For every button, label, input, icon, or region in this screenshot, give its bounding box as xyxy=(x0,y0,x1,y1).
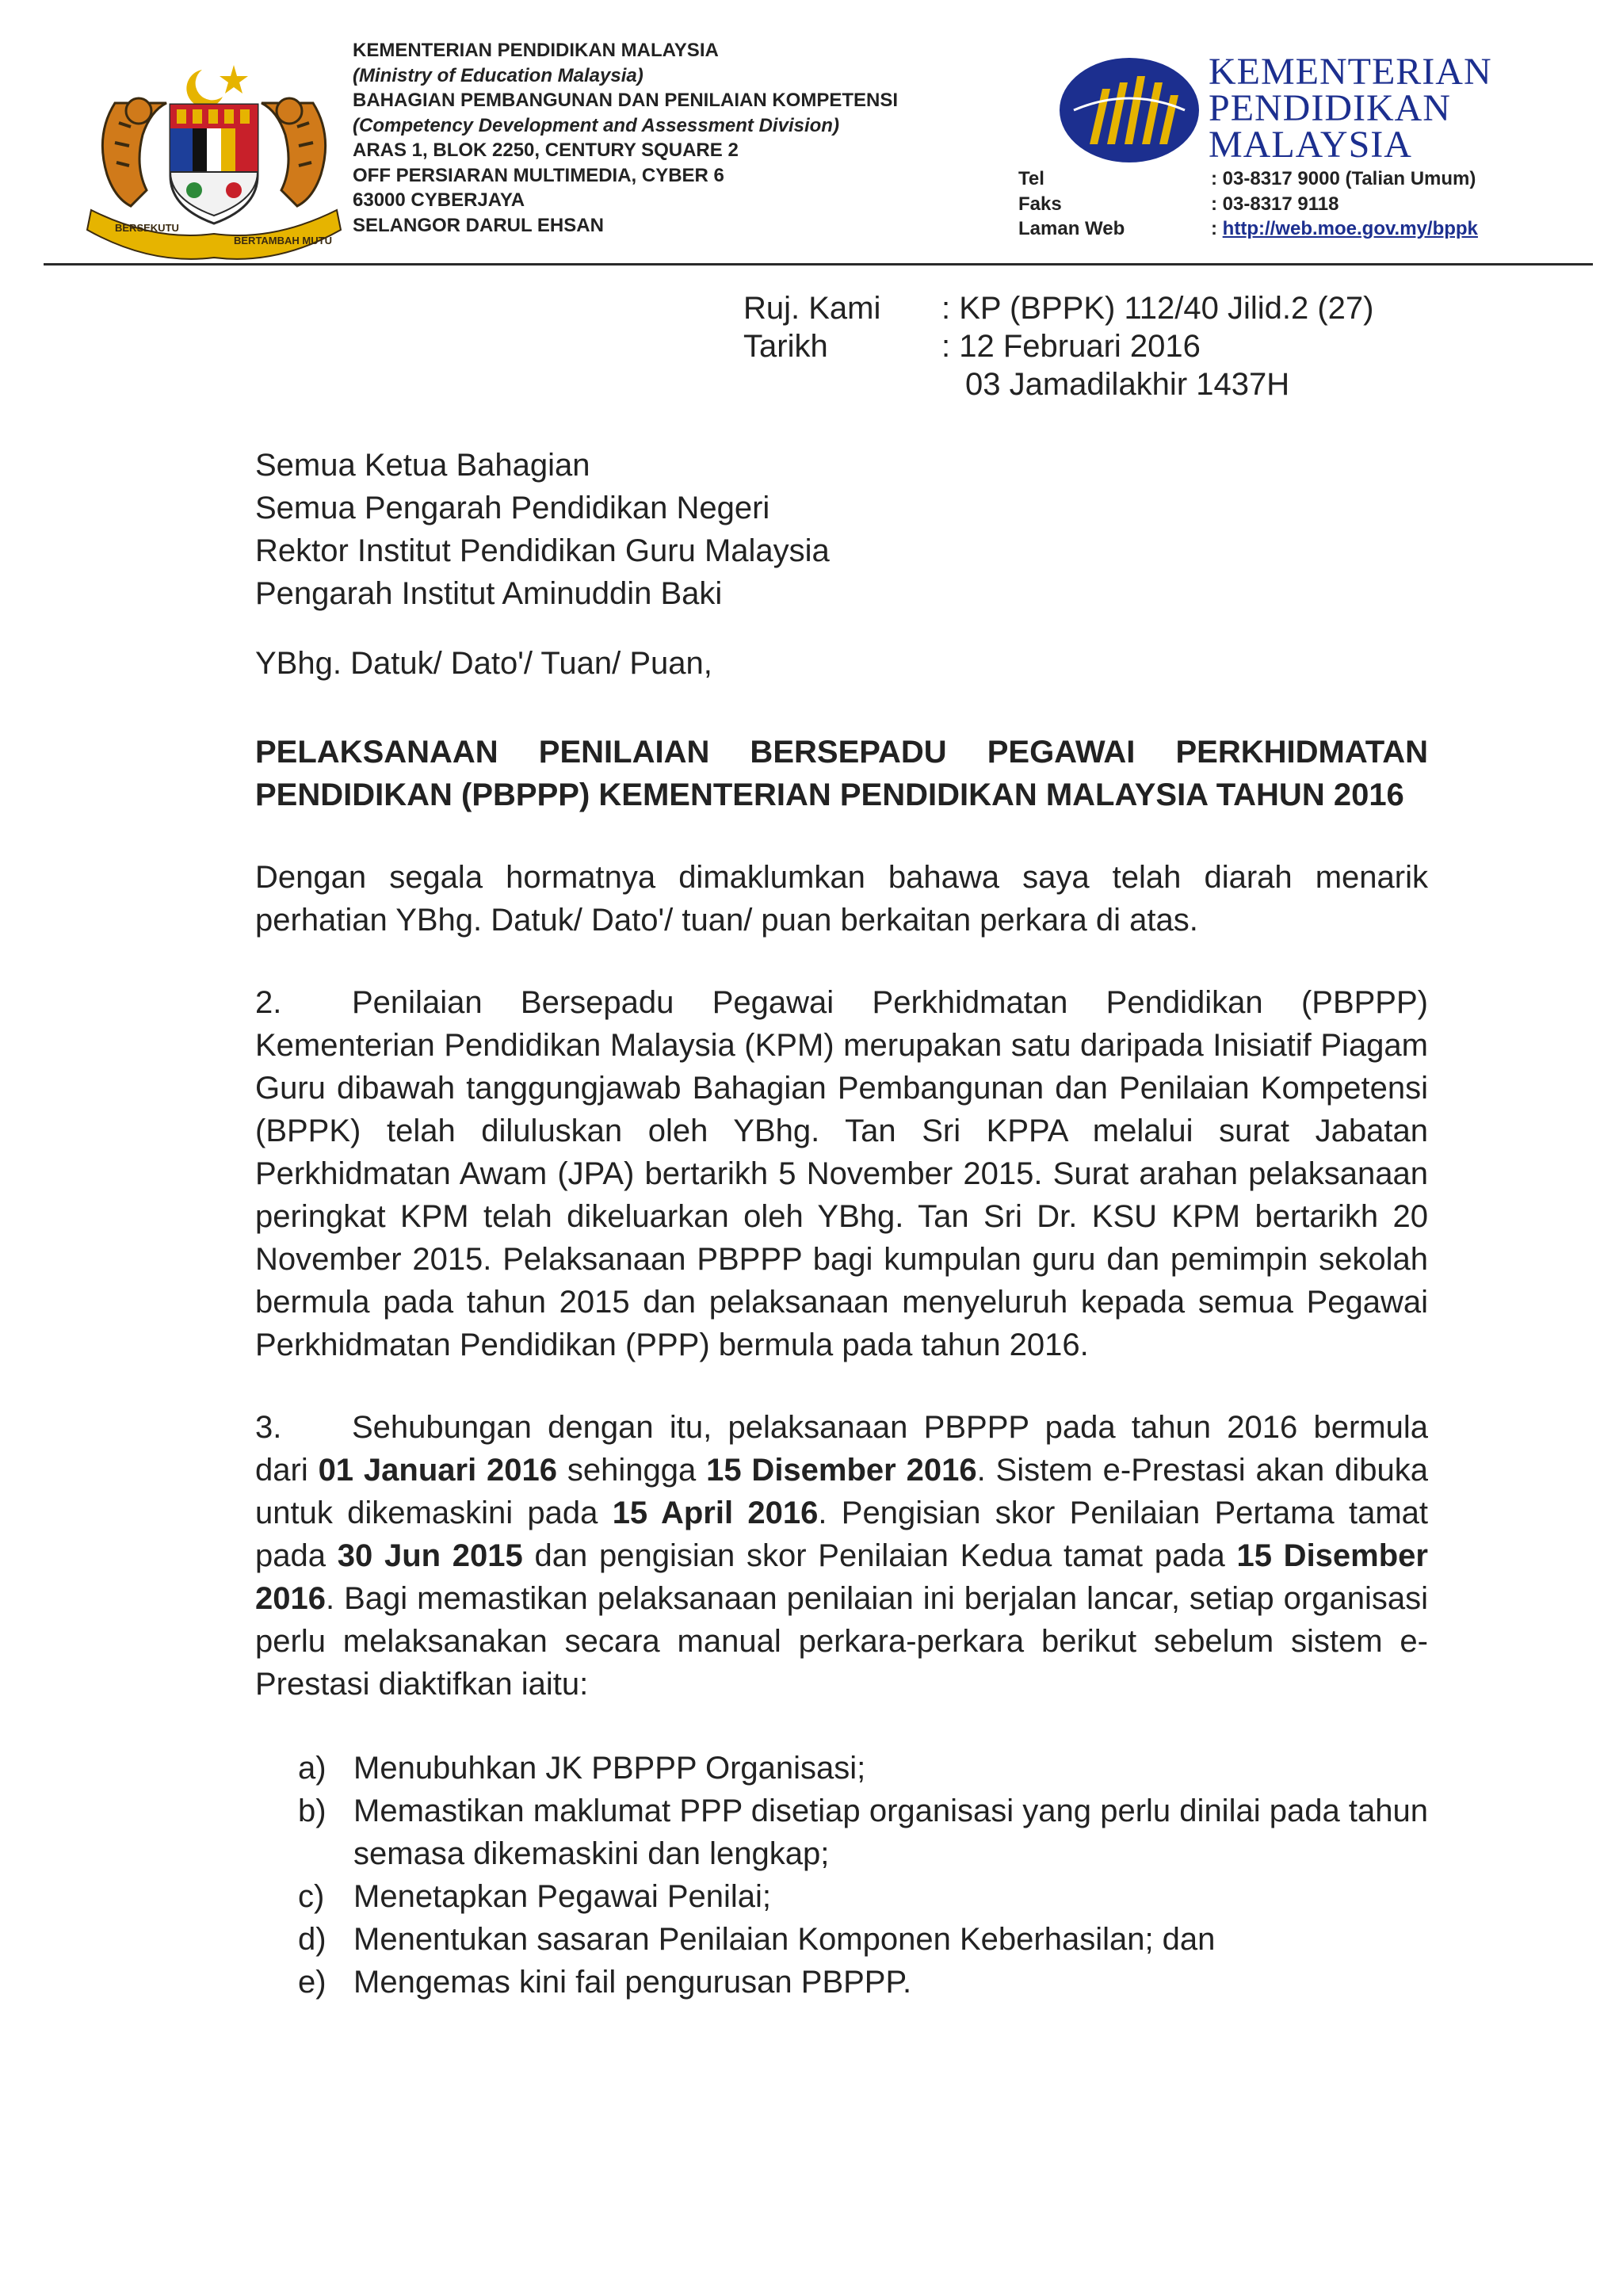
start-date: 01 Januari 2016 xyxy=(318,1453,558,1488)
list-text: Menetapkan Pegawai Penilai; xyxy=(353,1879,772,1914)
malaysia-coat-of-arms-icon xyxy=(83,55,345,262)
paragraph-3-text: dan pengisian skor Penilaian Kedua tamat pada xyxy=(522,1538,1237,1573)
list-marker: d) xyxy=(298,1922,327,1957)
list-text: Menentukan sasaran Penilaian Komponen Keberhasilan; dan xyxy=(353,1922,1216,1957)
list-marker: b) xyxy=(298,1794,327,1828)
reference-block xyxy=(743,289,1373,403)
address-line: SELANGOR DARUL EHSAN xyxy=(353,214,604,236)
list-item xyxy=(298,1747,1428,1790)
address-line: (Competency Development and Assessment Division) xyxy=(353,114,839,136)
contact-label: Laman Web xyxy=(1018,218,1125,239)
ministry-name-line: KEMENTERIAN xyxy=(1209,51,1492,93)
contact-value xyxy=(1211,216,1589,242)
paragraph-3-text: Sehubungan dengan itu, pelaksanaan PBPPP pada tahun 2016 bermula dari xyxy=(255,1410,1428,1488)
list-text: Mengemas kini fail pengurusan PBPPP. xyxy=(353,1965,912,2000)
contact-label: Tel xyxy=(1018,168,1044,189)
tarikh-value: : 12 Februari 2016 xyxy=(941,329,1201,364)
address-line: ARAS 1, BLOK 2250, CENTURY SQUARE 2 xyxy=(353,139,739,161)
contact-value: : 03-8317 9000 (Talian Umum) xyxy=(1211,168,1476,189)
ministry-name-line: MALAYSIA xyxy=(1209,124,1412,166)
contact-value: : 03-8317 9118 xyxy=(1211,193,1339,215)
recipient-line: Semua Ketua Bahagian xyxy=(255,448,590,483)
crest-motto-right: BERTAMBAH MUTU xyxy=(234,235,332,246)
ruj-value: : KP (BPPK) 112/40 Jilid.2 (27) xyxy=(941,291,1374,326)
letter-body xyxy=(255,444,1428,2004)
list-item xyxy=(298,1961,1428,2004)
list-text: Menubuhkan JK PBPPP Organisasi; xyxy=(353,1751,866,1786)
paragraph-1: Dengan segala hormatnya dimaklumkan bahawa saya telah diarah menarik perhatian YBhg. Datuk/ Dato'/ tuan/ puan berkaitan perkara di atas. xyxy=(255,860,1428,938)
recipient-line: Semua Pengarah Pendidikan Negeri xyxy=(255,491,770,525)
paragraph-2-text: Penilaian Bersepadu Pegawai Perkhidmatan Pendidikan (PBPPP) Kementerian Pendidikan Malaysia (KPM) merupakan satu daripada Inisiatif Piagam Guru dibawah tanggungjawab Bahagian Pembangunan dan Penilaian Kompetensi (BPPK) telah diluluskan oleh YBhg. Tan Sri KPPA melalui surat Jabatan Perkhidmatan Awam (JPA) bertarikh 5 November 2015. Surat arahan pelaksanaan peringkat KPM telah dikeluarkan oleh YBhg. Tan Sri Dr. KSU KPM bertarikh 20 November 2015. Pelaksanaan PBPPP bagi kumpulan guru dan pemimpin sekolah bermula pada tahun 2015 dan pelaksanaan menyeluruh kepada semua Pegawai Perkhidmatan Pendidikan (PPP) bermula pada tahun 2016. xyxy=(255,985,1428,1362)
crest-motto-left: BERSEKUTU xyxy=(115,222,179,234)
recipient-line: Pengarah Institut Aminuddin Baki xyxy=(255,576,723,611)
paragraph-3-text: . Sistem e-Prestasi akan dibuka untuk dikemaskini pada xyxy=(255,1453,1429,1530)
paragraph-3-number: 3. xyxy=(255,1410,282,1445)
list-item xyxy=(298,1875,1428,1918)
end-date: 15 Disember 2016 xyxy=(706,1453,977,1488)
tarikh-label: Tarikh xyxy=(743,329,828,364)
contact-details xyxy=(1018,166,1589,242)
hijri-date: 03 Jamadilakhir 1437H xyxy=(965,367,1290,402)
address-line: BAHAGIAN PEMBANGUNAN DAN PENILAIAN KOMPETENSI xyxy=(353,90,899,111)
address-line: 63000 CYBERJAYA xyxy=(353,189,525,211)
ministry-logo-icon xyxy=(1058,53,1201,168)
ministry-name-line: PENDIDIKAN xyxy=(1209,87,1451,129)
paragraph-3 xyxy=(255,1406,1428,1706)
address-line: (Ministry of Education Malaysia) xyxy=(353,64,643,86)
list-text: Memastikan maklumat PPP disetiap organisasi yang perlu dinilai pada tahun semasa dikemaskini dan lengkap; xyxy=(353,1794,1428,1871)
contact-row xyxy=(1018,166,1589,192)
salutation: YBhg. Datuk/ Dato'/ Tuan/ Puan, xyxy=(255,646,712,681)
contact-row xyxy=(1018,216,1589,242)
list-marker: e) xyxy=(298,1965,327,2000)
contact-label: Faks xyxy=(1018,193,1062,215)
letter-subject: PELAKSANAAN PENILAIAN BERSEPADU PEGAWAI PERKHIDMATAN PENDIDIKAN (PBPPP) KEMENTERIAN PENDIDIKAN MALAYSIA TAHUN 2016 xyxy=(255,735,1428,812)
paragraph-2-number: 2. xyxy=(255,985,282,1020)
ministry-name xyxy=(1209,51,1573,166)
paragraph-3-text: . Pengisian skor Penilaian Pertama tamat pada xyxy=(255,1496,1428,1573)
action-list xyxy=(255,1747,1428,2004)
paragraph-2 xyxy=(255,981,1428,1366)
website-link[interactable]: http://web.moe.gov.my/bppk xyxy=(1222,218,1478,239)
letterhead-divider xyxy=(44,263,1593,266)
recipients-list xyxy=(255,444,1428,615)
letterhead xyxy=(44,32,1597,266)
list-marker: a) xyxy=(298,1751,327,1786)
contact-prefix: : xyxy=(1211,218,1223,239)
ruj-label: Ruj. Kami xyxy=(743,291,881,326)
first-assessment-end-date: 30 Jun 2015 xyxy=(337,1538,523,1573)
recipient-line: Rektor Institut Pendidikan Guru Malaysia xyxy=(255,533,830,568)
ministry-address xyxy=(353,38,1066,238)
contact-row xyxy=(1018,192,1589,217)
paragraph-3-text: sehingga xyxy=(557,1453,707,1488)
paragraph-3-text: . Bagi memastikan pelaksanaan penilaian ini berjalan lancar, setiap organisasi perlu melaksanakan secara manual perkara-perkara berikut sebelum sistem e-Prestasi diaktifkan iaitu: xyxy=(255,1581,1428,1702)
list-item xyxy=(298,1918,1428,1961)
list-item xyxy=(298,1790,1428,1875)
list-marker: c) xyxy=(298,1879,325,1914)
address-line: KEMENTERIAN PENDIDIKAN MALAYSIA xyxy=(353,40,719,61)
address-line: OFF PERSIARAN MULTIMEDIA, CYBER 6 xyxy=(353,164,724,186)
second-assessment-end-date: 15 Disember 2016 xyxy=(255,1538,1428,1616)
system-open-date: 15 April 2016 xyxy=(612,1496,819,1530)
